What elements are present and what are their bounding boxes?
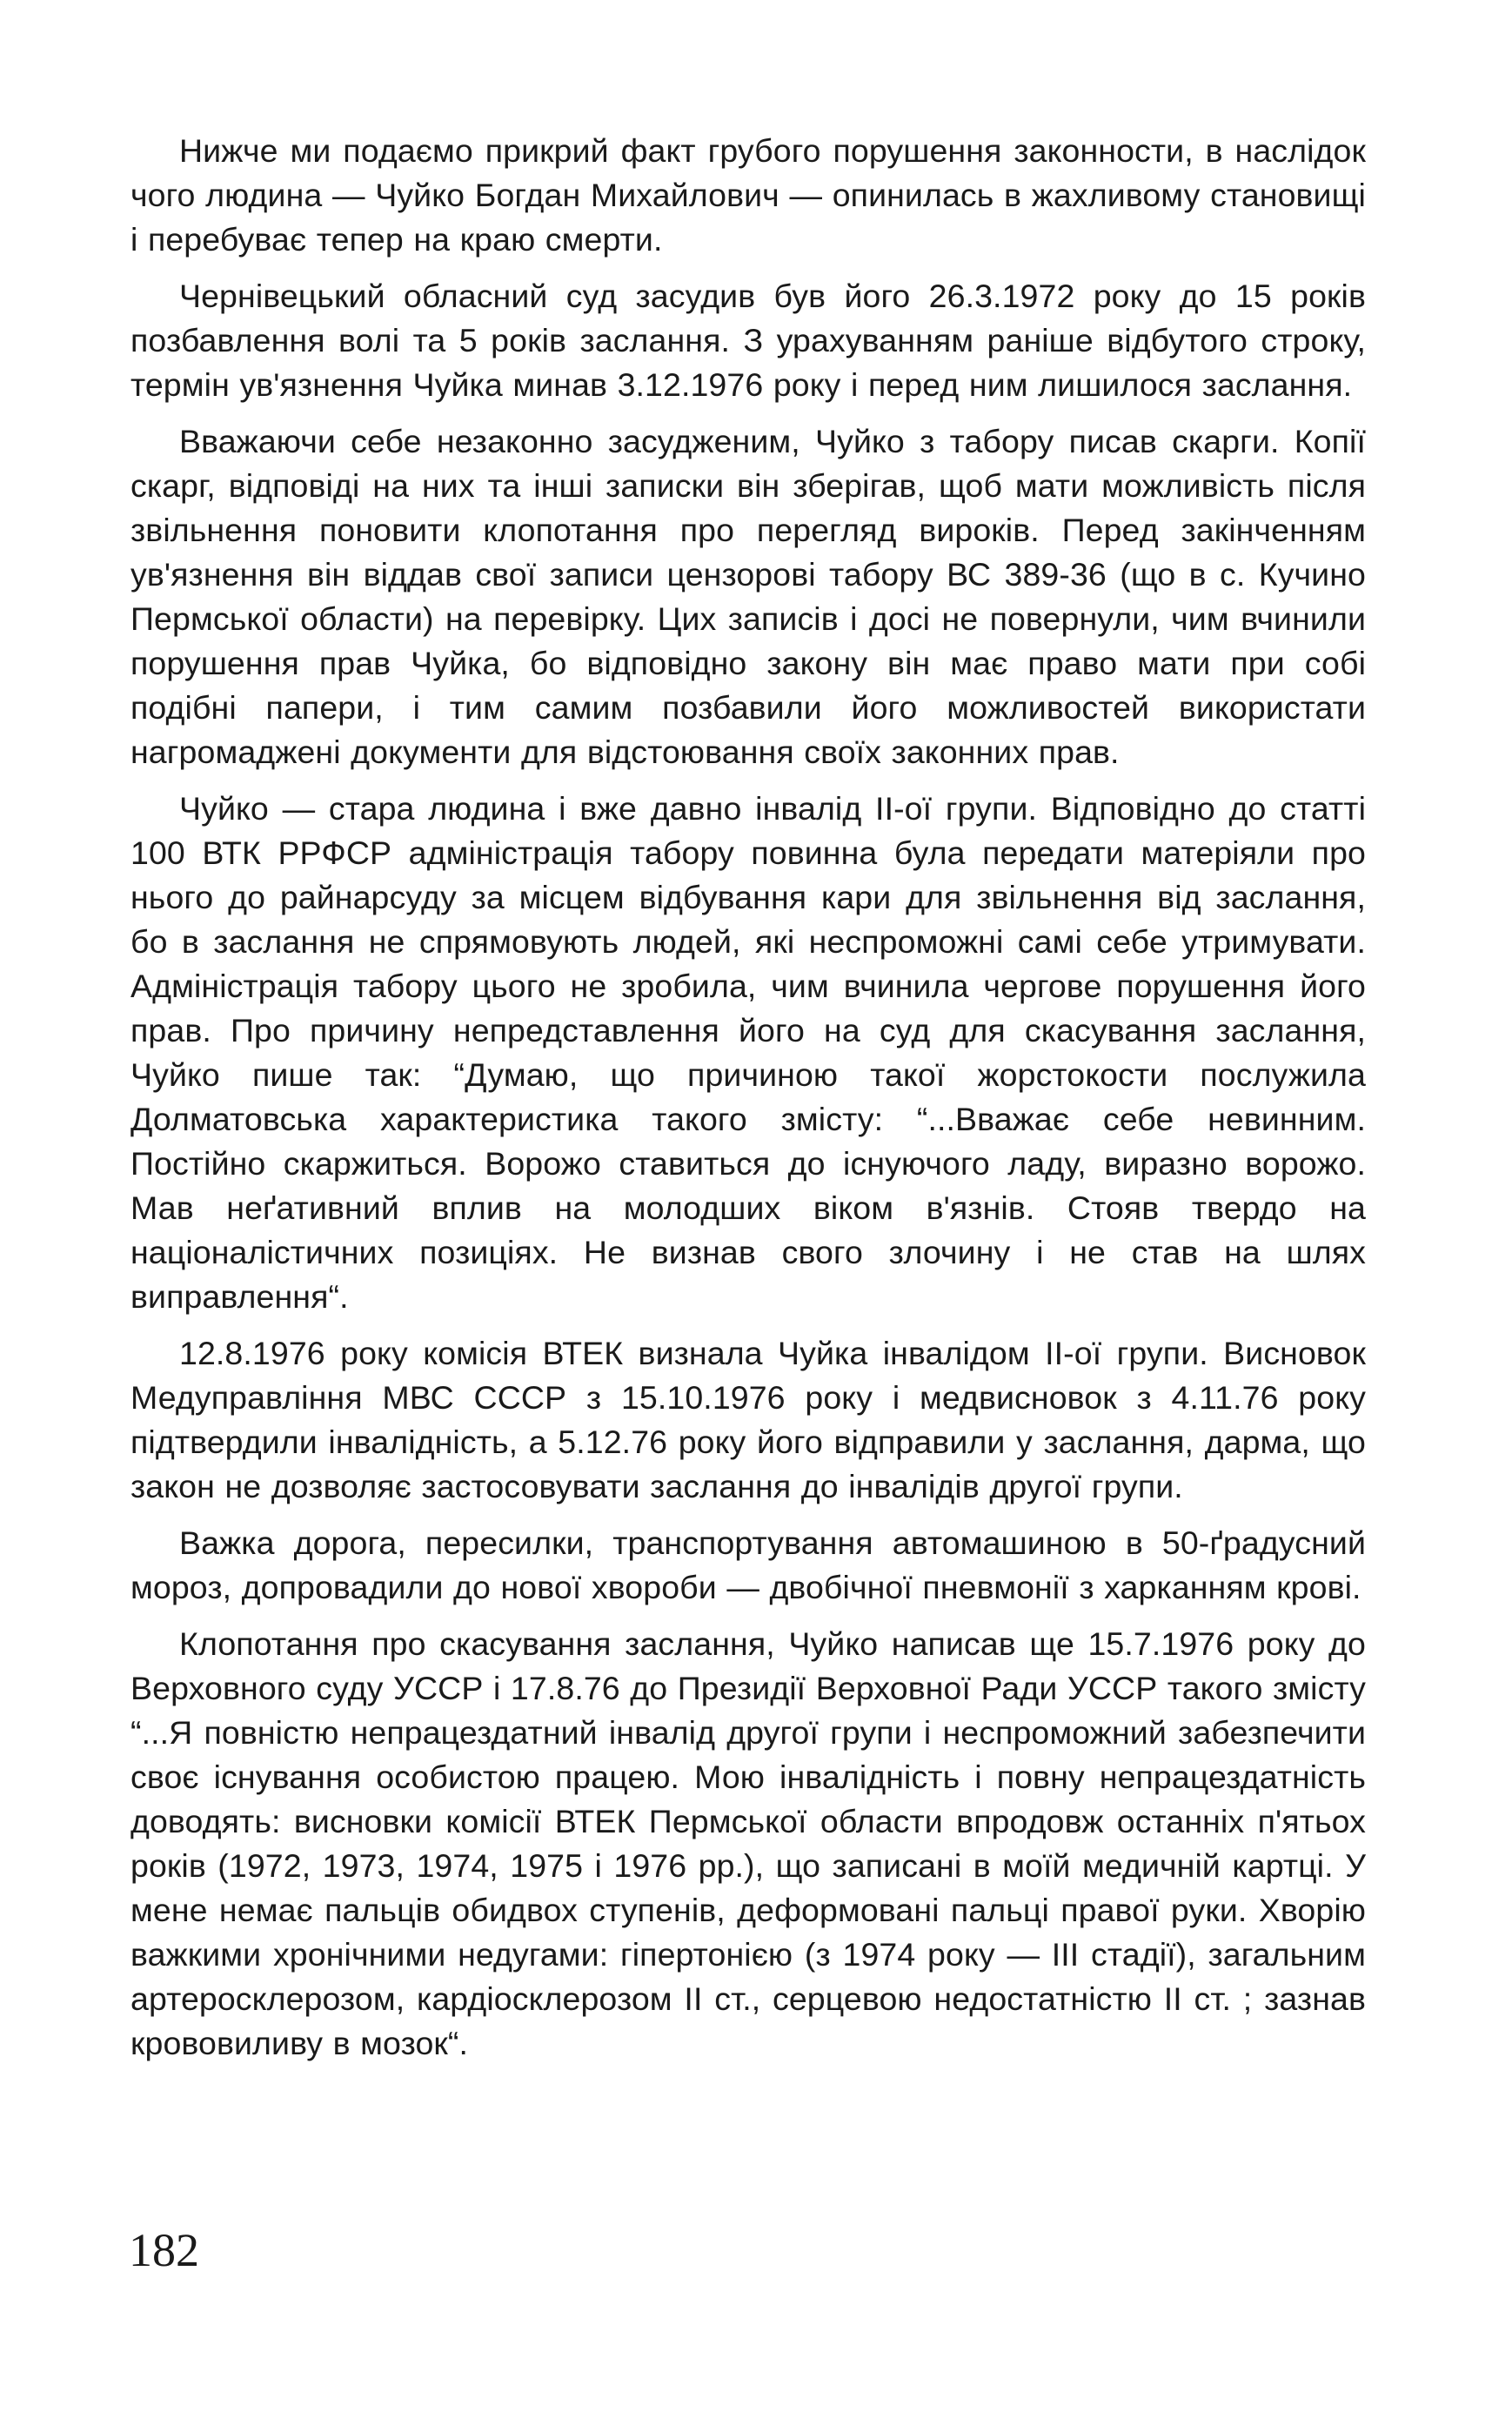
paragraph-7: Клопотання про скасування заслання, Чуйко написав ще 15.7.1976 року до Верховного суду УССР і 17.8.76 до Президії Верховної Ради УССР такого змісту “...Я повністю непрацездатний інвалід другої групи і неспроможний забезпечити своє існування особистою працею. Мою інвалідність і повну непрацездатність доводять: висновки комісії ВТЕК Пермської области впродовж останніх п'ятьох років (1972, 1973, 1974, 1975 і 1976 рр.), що записані в моїй медичній картці. У мене немає пальців обидвох ступенів, деформовані пальці правої руки. Хворію важкими хронічними недугами: гіпертонією (з 1974 року — ІІІ стадії), загальним артеросклерозом, кардіосклерозом ІІ ст., серцевою недостатністю ІІ ст. ; зазнав крововиливу в мозок“. <box>130 1625 1366 2061</box>
paragraph-5: 12.8.1976 року комісія ВТЕК визнала Чуйка інвалідом ІІ-ої групи. Висновок Медуправління МВС СССР з 15.10.1976 року і медвисновок з 4.11.76 року підтвердили інвалідність, а 5.12.76 року його відправили у заслання, дарма, що закон не дозволяє застосовувати заслання до інвалідів другої групи. <box>130 1335 1366 1504</box>
page-number: 182 <box>129 2224 199 2276</box>
paragraph-6: Важка дорога, пересилки, транспортування автомашиною в 50-ґрадусний мороз, допровадили до нової хвороби — двобічної пневмонії з харканням крові. <box>130 1524 1366 1605</box>
paragraph-1: Нижче ми подаємо прикрий факт грубого порушення законности, в наслідок чого людина — Чуйко Богдан Михайлович — опинилась в жахливому становищі і перебуває тепер на краю смерти. <box>130 132 1366 258</box>
paragraph-2: Чернівецький обласний суд засудив був його 26.3.1972 року до 15 років позбавлення волі та 5 років заслання. З урахуванням раніше відбутого строку, термін ув'язнення Чуйка минав 3.12.1976 року і перед ним лишилося заслання. <box>130 278 1366 403</box>
text-column <box>130 129 1366 2078</box>
paragraph-4: Чуйко — стара людина і вже давно інвалід ІІ-ої групи. Відповідно до статті 100 ВТК РРФСР адміністрація табору повинна була передати матеріяли про нього до райнарсуду за місцем відбування кари для звільнення від заслання, бо в заслання не спрямовують людей, які неспроможні самі себе утримувати. Адміністрація табору цього не зробила, чим вчинила чергове порушення його прав. Про причину непредставлення його на суд для скасування заслання, Чуйко пише так: “Думаю, що причиною такої жорстокости послужила Долматовська характеристика такого змісту: “...Вважає себе невинним. Постійно скаржиться. Ворожо ставиться до існуючого ладу, виразно ворожо. Мав неґативний вплив на молодших віком в'язнів. Стояв твердо на націоналістичних позиціях. Не визнав свого злочину і не став на шлях виправлення“. <box>130 790 1366 1315</box>
paragraph-3: Вважаючи себе незаконно засудженим, Чуйко з табору писав скарги. Копії скарг, відповіді на них та інші записки він зберігав, щоб мати можливість після звільнення поновити клопотання про перегляд вироків. Перед закінченням ув'язнення він віддав свої записи цензорові табору ВС 389-36 (що в с. Кучино Пермської области) на перевірку. Цих записів і досі не повернули, чим вчинили порушення прав Чуйка, бо відповідно закону він має право мати при собі подібні папери, і тим самим позбавили його можливостей використати нагромаджені документи для відстоювання своїх законних прав. <box>130 423 1366 770</box>
